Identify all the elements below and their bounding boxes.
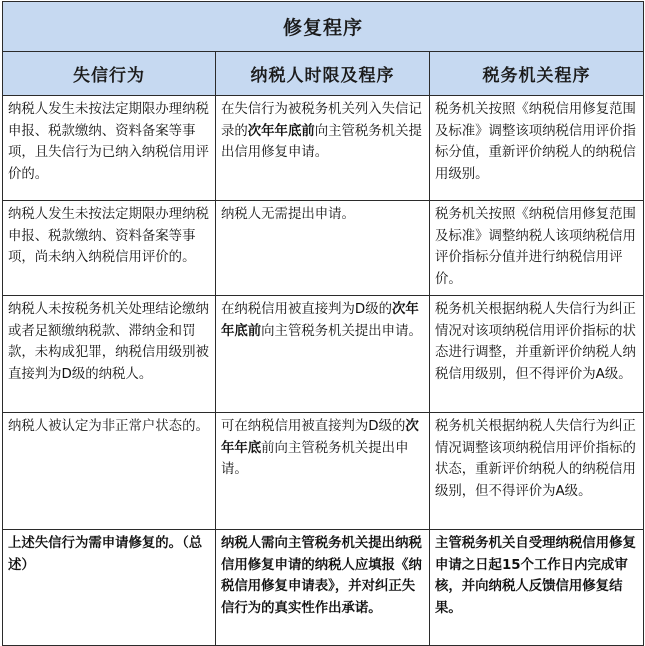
cell-authority: 税务机关根据纳税人失信行为纠正情况对该项纳税信用评价指标的状态进行调整，并重新评价纳税人纳税信用级别，但不得评价为A级。 <box>430 296 644 413</box>
header-behavior: 失信行为 <box>3 52 216 96</box>
credit-repair-table <box>2 1 644 646</box>
cell-behavior: 纳税人未按税务机关处理结论缴纳或者足额缴纳税款、滞纳金和罚款，未构成犯罪，纳税信用级别被直接判为D级的纳税人。 <box>3 296 216 413</box>
cell-authority: 税务机关根据纳税人失信行为纠正情况调整该项纳税信用评价指标的状态，重新评价纳税人的纳税信用级别，但不得评价为A级。 <box>430 413 644 530</box>
cell-timeline: 纳税人无需提出申请。 <box>216 201 430 296</box>
cell-timeline: 可在纳税信用被直接判为D级的次年年底前向主管税务机关提出申请。 <box>216 413 430 530</box>
cell-timeline: 纳税人需向主管税务机关提出纳税信用修复申请的纳税人应填报《纳税信用修复申请表》，并对纠正失信行为的真实性作出承诺。 <box>216 530 430 646</box>
cell-timeline: 在纳税信用被直接判为D级的次年年底前向主管税务机关提出申请。 <box>216 296 430 413</box>
table-row <box>3 201 644 296</box>
table-row <box>3 413 644 530</box>
cell-authority: 主管税务机关自受理纳税信用修复申请之日起15个工作日内完成审核，并向纳税人反馈信用修复结果。 <box>430 530 644 646</box>
header-timeline: 纳税人时限及程序 <box>216 52 430 96</box>
cell-authority: 税务机关按照《纳税信用修复范围及标准》调整纳税人该项纳税信用评价指标分值并进行纳税信用评价。 <box>430 201 644 296</box>
cell-behavior: 上述失信行为需申请修复的。（总述） <box>3 530 216 646</box>
table-row <box>3 96 644 201</box>
cell-authority: 税务机关按照《纳税信用修复范围及标准》调整该项纳税信用评价指标分值，重新评价纳税人的纳税信用级别。 <box>430 96 644 201</box>
cell-behavior: 纳税人发生未按法定期限办理纳税申报、税款缴纳、资料备案等事项，尚未纳入纳税信用评价的。 <box>3 201 216 296</box>
cell-behavior: 纳税人被认定为非正常户状态的。 <box>3 413 216 530</box>
table-title: 修复程序 <box>3 2 644 52</box>
table-row <box>3 296 644 413</box>
header-authority: 税务机关程序 <box>430 52 644 96</box>
table-row-summary <box>3 530 644 646</box>
cell-behavior: 纳税人发生未按法定期限办理纳税申报、税款缴纳、资料备案等事项，且失信行为已纳入纳税信用评价的。 <box>3 96 216 201</box>
cell-timeline: 在失信行为被税务机关列入失信记录的次年年底前向主管税务机关提出信用修复申请。 <box>216 96 430 201</box>
